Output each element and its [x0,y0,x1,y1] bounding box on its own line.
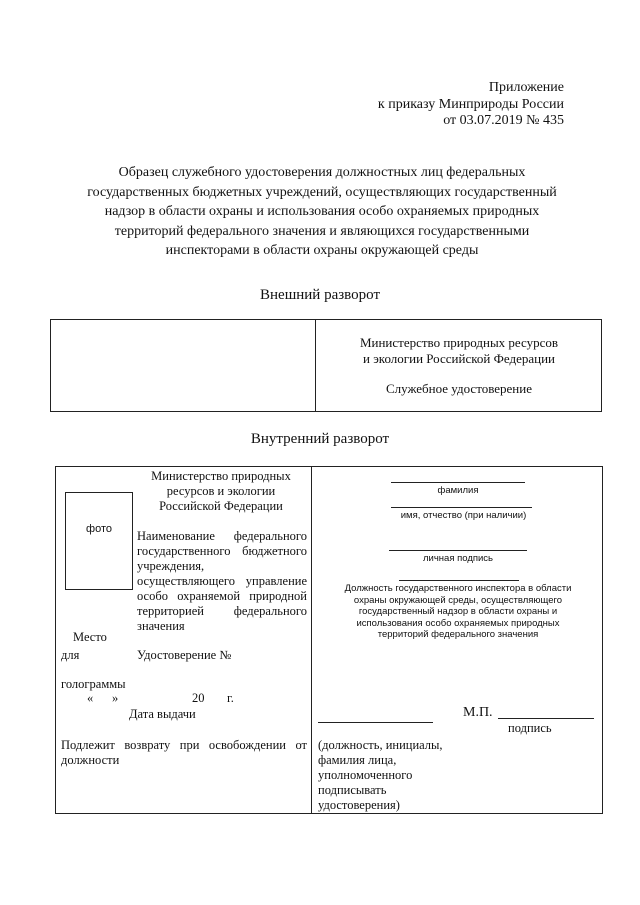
org-line-7: значения [137,619,185,633]
signature-label: личная подпись [422,553,494,564]
surname-label: фамилия [437,485,479,496]
hologram-place-3: голограммы [61,677,126,691]
outer-spread-divider [315,320,316,411]
hologram-place-2: для [61,648,80,662]
title-line-3: надзор в области охраны и использования особо охраняемых природных [104,204,540,219]
org-line-1: Наименование федерального [137,529,307,543]
photo-frame [65,492,133,590]
stamp-signature-label: подпись [508,721,552,735]
return-note-line-1: Подлежит возврату при освобождении от [61,738,307,752]
inner-spread-divider [311,467,312,813]
outer-spread-heading: Внешний разворот [260,287,380,303]
official-line-2: фамилия лица, [318,753,397,767]
position-line-1: Должность государственного инспектора в области [344,583,572,594]
signature-line [389,550,527,551]
return-note [61,738,307,768]
title-line-2: государственных бюджетных учреждений, осуществляющих государственный [87,184,557,200]
hologram-place-1: Место [73,630,107,644]
inner-ministry-line-2: ресурсов и экологии [166,484,276,498]
date-quote-open: « [87,691,94,705]
official-line-3: уполномоченного [318,768,413,782]
annex-line-3: от 03.07.2019 № 435 [443,113,564,128]
org-name [137,529,307,634]
org-line-6: территорией федерального [137,604,307,618]
official-line-4: подписывать [318,783,387,797]
outer-spread-box [50,319,602,412]
title-line-5: инспекторами в области охраны окружающей среды [165,243,479,258]
position-caption [318,583,598,641]
position-line-4: использования особо охраняемых природных [356,617,560,629]
date-quote-close: » [112,691,119,705]
position-line [399,580,519,581]
name-line [391,507,532,508]
surname-line [391,482,525,483]
outer-ministry-line-2: и экологии Российской Федерации [363,351,555,366]
official-signature-line [318,722,433,723]
return-note-line-2: должности [61,753,120,767]
authorized-official [318,738,518,813]
inner-spread-box [55,466,603,814]
inner-ministry-line-1: Министерство природных [151,469,291,483]
document-title [60,163,584,261]
annex-line-1: Приложение [488,80,564,95]
inner-ministry [136,469,306,514]
date-year: 20 [192,691,205,705]
org-line-2: государственного бюджетного [137,544,307,558]
position-line-3: государственный надзор в области охраны и [358,606,558,617]
photo-label: фото [86,523,112,535]
outer-doc-type: Служебное удостоверение [385,381,532,396]
position-line-2: охраны окружающей среды, осуществляющего [353,594,563,606]
outer-ministry-line-1: Министерство природных ресурсов [359,335,559,350]
org-line-5: особо охраняемой природной [137,589,307,603]
issue-date-label: Дата выдачи [129,707,196,721]
position-line-5: территорий федерального значения [377,629,539,640]
title-line-4: территорий федерального значения и являющихся государственными [114,223,530,239]
certificate-number: Удостоверение № [137,648,232,662]
title-line-1: Образец служебного удостоверения должностных лиц федеральных [118,165,526,180]
outer-ministry [317,335,601,367]
stamp-signature-line [498,718,594,719]
stamp-place: М.П. [463,705,493,720]
inner-ministry-line-3: Российской Федерации [159,499,283,513]
official-line-5: удостоверения) [318,798,400,812]
org-line-4: осуществляющего управление [137,574,307,588]
org-line-3: учреждения, [137,559,205,573]
date-year-suffix: г. [227,691,234,705]
name-label: имя, отчество (при наличии) [400,510,527,521]
annex-block [378,80,564,130]
official-line-1: (должность, инициалы, [318,738,443,752]
annex-line-2: к приказу Минприроды России [377,96,564,112]
inner-spread-heading: Внутренний разворот [250,431,390,447]
